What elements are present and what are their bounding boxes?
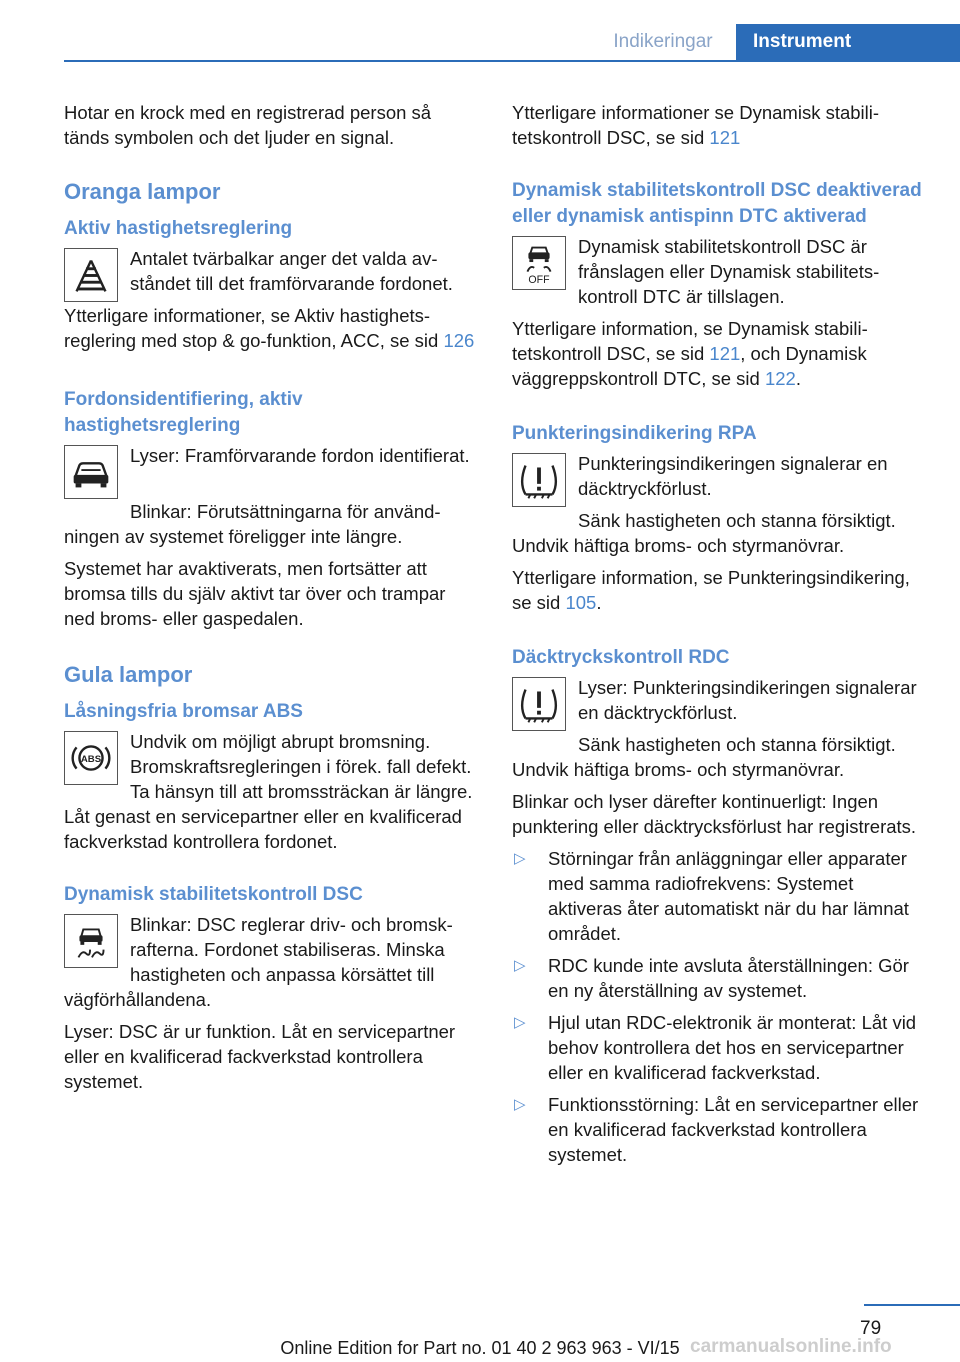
dsc-off-icon-label: OFF xyxy=(528,274,550,287)
dsc-page-link[interactable]: 121 xyxy=(709,127,741,148)
acc-page-link[interactable]: 126 xyxy=(443,330,475,351)
heading-rdc: Däcktryckskontroll RDC xyxy=(512,647,730,668)
edition-note: Online Edition for Part no. 01 40 2 963 963 - VI/15 xyxy=(280,1338,680,1358)
rpa-page-link[interactable]: 105 xyxy=(565,592,597,613)
tire-warning-icon xyxy=(512,453,566,507)
dsc-skid-icon xyxy=(64,914,118,968)
heading-abs: Låsningsfria bromsar ABS xyxy=(64,701,303,722)
lamp-dsc-off xyxy=(512,234,926,316)
abs-text: Undvik om möjligt abrupt bromsning. Bromskraftsregleringen i förek. fall defekt. Ta hänsyn till att bromssträckan är längre. Låt genast en servicepartner eller en kvalificerad fackverkstad kontrollera fordonet. xyxy=(64,731,473,852)
list-item xyxy=(512,1010,926,1085)
heading-rpa: Punkteringsindikering RPA xyxy=(512,423,757,444)
abs-icon xyxy=(64,731,118,785)
vehicle-detect-lyser: Lyser: Framförvarande fordon identifierat. xyxy=(130,445,470,466)
left-column xyxy=(64,100,480,1101)
rdc-text: Lyser: Punkteringsindikeringen signalerar en däcktryckförlust. xyxy=(578,677,917,723)
list-item-text: Störningar från anläggningar eller apparater med samma radiofrekvens: Systemet aktiveras åter automatiskt när du har lämnat området. xyxy=(548,848,909,944)
dsc-off-icon xyxy=(512,236,566,290)
lamp-acc xyxy=(64,246,480,303)
dsc-lyser: Lyser: DSC är ur funktion. Låt en servicepartner eller en kvalificerad fackverkstad kontrollera systemet. xyxy=(64,1021,456,1092)
vehicle-detect-system: Systemet har avaktiverats, men fortsätter att bromsa tills du själv aktivt tar över och trampar ned broms- eller gaspedalen. xyxy=(64,558,446,629)
rpa-undvik: Undvik häftiga broms- och styrmanövrar. xyxy=(512,535,845,556)
list-item xyxy=(512,953,926,1003)
dsc-off-page-link-2[interactable]: 122 xyxy=(764,368,796,389)
car-front-icon xyxy=(64,445,118,499)
lamp-rdc xyxy=(512,675,926,757)
acc-text: Antalet tvärbalkar anger det valda avståndet till det framförvarande fordonet. xyxy=(130,248,453,294)
rdc-blinkar: Blinkar och lyser därefter kontinuerligt: Ingen punktering eller däcktrycksförlust har registrerats. xyxy=(512,791,917,837)
distance-bars-icon xyxy=(64,248,118,302)
list-item-text: Funktionsstörning: Låt en servicepartner eller en kvalificerad fackverkstad kontrollera systemet. xyxy=(548,1094,919,1165)
header-tab-indikeringar[interactable]: Indikeringar xyxy=(613,31,713,52)
heading-gula-lampor: Gula lampor xyxy=(64,662,193,687)
svg-text:ABS: ABS xyxy=(80,753,102,765)
vehicle-detect-blinkar: Blinkar: Förutsättningarna för användningen av systemet föreligger inte längre. xyxy=(64,501,441,547)
heading-dsc: Dynamisk stabilitetskontroll DSC xyxy=(64,884,363,905)
footer-rule xyxy=(864,1304,960,1306)
heading-dsc-off: Dynamisk stabilitetskontroll DSC deaktiverad eller dynamisk antispinn DTC aktiverad xyxy=(512,180,922,227)
dsc-off-more-text-b: , och Dynamisk väggreppskontroll DTC, se sid xyxy=(512,343,867,389)
heading-oranga-lampor: Oranga lampor xyxy=(64,179,221,204)
triangle-bullet-icon: ▷ xyxy=(514,957,526,974)
dsc-off-page-link-1[interactable]: 121 xyxy=(709,343,741,364)
rpa-text: Punkteringsindikeringen signalerar en däcktryckförlust. xyxy=(578,453,888,499)
dsc-off-more-text-a: Ytterligare information, se Dynamisk stabilitetskontroll DSC, se sid xyxy=(512,318,868,364)
intro-text: Hotar en krock med en registrerad person så tänds symbolen och det ljuder en signal. xyxy=(64,102,432,148)
rdc-undvik: Undvik häftiga broms- och styrmanövrar. xyxy=(512,759,845,780)
triangle-bullet-icon: ▷ xyxy=(514,1096,526,1113)
lamp-rpa xyxy=(512,451,926,533)
rdc-causes-list xyxy=(512,846,926,1167)
rpa-more-text: Ytterligare information, se Punkteringsindikering, se sid xyxy=(512,567,910,613)
dsc-more-info xyxy=(512,100,926,150)
triangle-bullet-icon: ▷ xyxy=(514,850,526,867)
heading-fordonsidentifiering: Fordonsidentifiering, aktiv hastighetsreglering xyxy=(64,389,303,436)
watermark: carmanualsonline.info xyxy=(690,1336,892,1357)
acc-more-text: Ytterligare informationer, se Aktiv hastighetsreglering med stop & go-funktion, ACC, se sid xyxy=(64,305,444,351)
triangle-bullet-icon: ▷ xyxy=(514,1014,526,1031)
tire-pressure-icon xyxy=(512,677,566,731)
rpa-more-dot: . xyxy=(596,592,602,613)
lamp-dsc xyxy=(64,912,480,1012)
lamp-vehicle-detect xyxy=(64,443,480,499)
rpa-more-info xyxy=(512,565,926,615)
list-item-text: RDC kunde inte avsluta återställningen: Gör en ny återställning av systemet. xyxy=(548,955,909,1001)
page-number: 79 xyxy=(860,1318,882,1339)
list-item xyxy=(512,1092,926,1167)
dsc-off-more-info xyxy=(512,316,926,391)
dsc-more-text: Ytterligare informationer se Dynamisk stabilitetskontroll DSC, se sid xyxy=(512,102,880,148)
header-tab-instrument[interactable]: Instrument xyxy=(736,24,960,60)
rpa-sank: Sänk hastigheten och stanna försiktigt. xyxy=(578,510,896,531)
heading-aktiv-hastighetsreglering: Aktiv hastighetsreglering xyxy=(64,218,293,239)
header-rule xyxy=(64,60,960,62)
lamp-abs xyxy=(64,729,480,854)
list-item-text: Hjul utan RDC-elektronik är monterat: Låt vid behov kontrollera det hos en servicepartner eller en kvalificerad fackverkstad. xyxy=(548,1012,917,1083)
dsc-off-more-text-c: . xyxy=(795,368,801,389)
dsc-off-text: Dynamisk stabilitetskontroll DSC är frånslagen eller Dynamisk stabilitetskontroll DTC är tillslagen. xyxy=(578,236,880,307)
acc-more-info xyxy=(64,303,480,353)
rdc-sank: Sänk hastigheten och stanna försiktigt. xyxy=(578,734,896,755)
right-column xyxy=(512,100,926,1174)
dsc-blinkar: Blinkar: DSC reglerar driv- och bromskrafterna. Fordonet stabiliseras. Minska hastigheten och anpassa körsättet till vägförhållandena. xyxy=(64,914,453,1010)
list-item xyxy=(512,846,926,946)
